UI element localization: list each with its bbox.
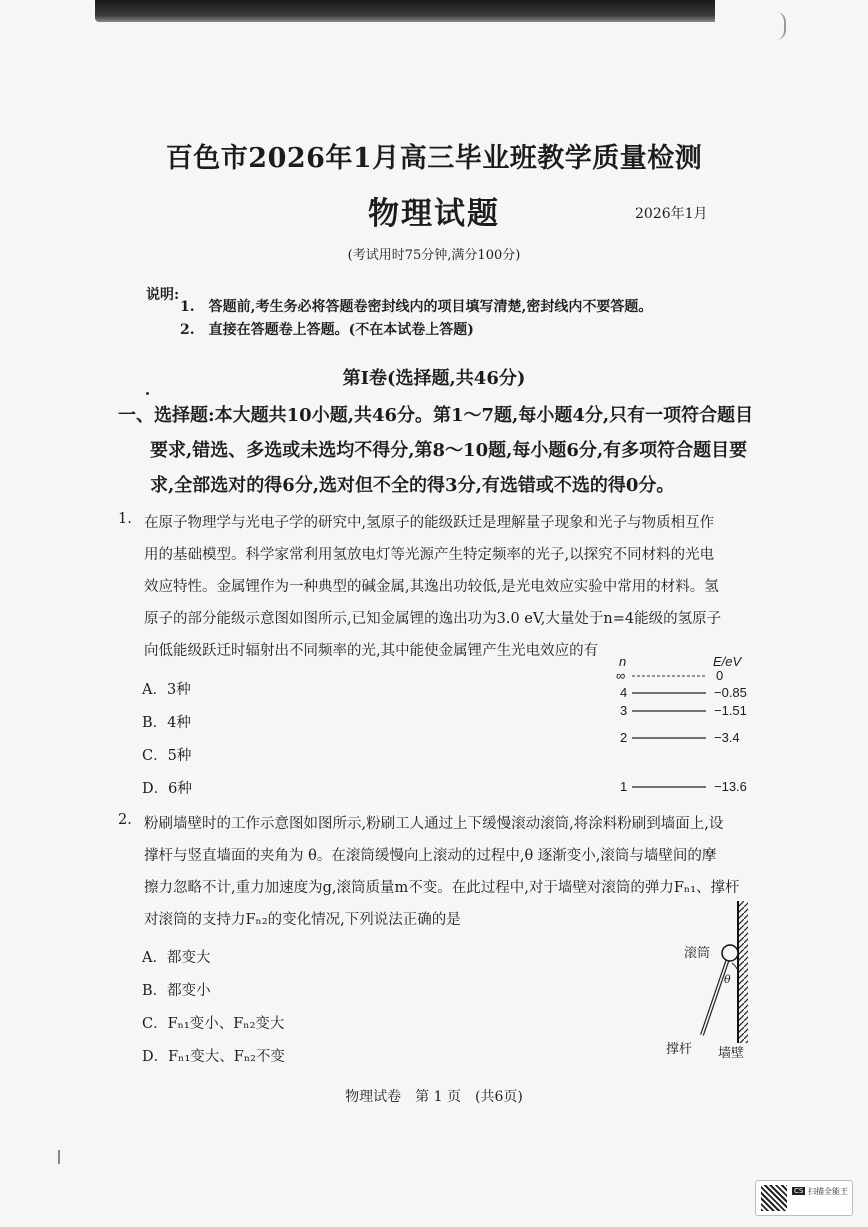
roller: [722, 945, 738, 961]
scan-edge-mark: [58, 1150, 60, 1164]
scanner-name: 扫描全能王: [808, 1187, 848, 1196]
question-text-line: 向低能级跃迁时辐射出不同频率的光,其中能使金属锂产生光电效应的有: [144, 643, 599, 659]
section-header: 第Ⅰ卷(选择题,共46分): [342, 368, 526, 389]
part-instruction-line: 要求,错选、多选或未选均不得分,第8～10题,每小题6分,有多项符合题目要: [150, 440, 748, 461]
level-energy-label: −13.6: [714, 779, 747, 794]
page-footer: 物理试卷 第 1 页 (共6页): [345, 1089, 523, 1105]
wall-label: 墙壁: [718, 1046, 745, 1061]
n-axis-label: n: [619, 654, 627, 669]
question-text-line: 用的基础模型。科学家常利用氢放电灯等光源产生特定频率的光子,以探究不同材料的光电: [144, 547, 715, 563]
part-instruction-line: 一、选择题:本大题共10小题,共46分。第1～7题,每小题4分,只有一项符合题目: [118, 405, 754, 426]
angle-label: θ: [724, 973, 731, 986]
question-text-line: 撑杆与竖直墙面的夹角为 θ。在滚筒缓慢向上滚动的过程中,θ 逐渐变小,滚筒与墙壁间的摩: [144, 848, 717, 864]
option-d: D．6种: [142, 781, 192, 797]
question-text-line: 在原子物理学与光电子学的研究中,氢原子的能级跃迁是理解量子现象和光子与物质相互作: [144, 515, 715, 531]
question-text-line: 原子的部分能级示意图如图所示,已知金属锂的逸出功为3.0 eV,大量处于n=4能级的氢原子: [144, 611, 722, 627]
option-b: B．都变小: [142, 983, 211, 999]
qr-code-icon: [761, 1185, 787, 1211]
level-n-label: 4: [620, 685, 628, 700]
note-item: 2. 直接在答题卷上答题。(不在本试卷上答题): [180, 322, 474, 338]
level-n-label: 3: [620, 703, 628, 718]
notes-title: 说明:: [146, 287, 180, 303]
energy-level-diagram: [610, 652, 760, 802]
scan-dot: [146, 392, 149, 395]
level-energy-label: −0.85: [714, 685, 747, 700]
level-n-label: ∞: [616, 668, 626, 683]
wall-hatching: [739, 901, 748, 1043]
question-text-line: 粉刷墙壁时的工作示意图如图所示,粉刷工人通过上下缓慢滚动滚筒,将涂料粉刷到墙面上,设: [144, 816, 724, 832]
level-energy-label: −3.4: [714, 730, 740, 745]
option-c: C．5种: [142, 748, 192, 764]
scanner-badge: CS: [794, 1187, 804, 1195]
option-c: C．Fₙ₁变小、Fₙ₂变大: [142, 1016, 285, 1032]
level-energy-label: −1.51: [714, 703, 747, 718]
level-n-label: 1: [620, 779, 628, 794]
question-number: 1.: [118, 511, 132, 527]
level-energy-label: 0: [716, 668, 724, 683]
level-n-label: 2: [620, 730, 628, 745]
pole-label: 撑杆: [666, 1042, 693, 1057]
question-text-line: 擦力忽略不计,重力加速度为g,滚筒质量m不变。在此过程中,对于墙壁对滚筒的弹力Fₙ₁、撑杆: [144, 880, 740, 896]
option-d: D．Fₙ₁变大、Fₙ₂不变: [142, 1049, 285, 1065]
page-fold-mark: [776, 12, 786, 40]
wall-roller-diagram: [660, 895, 770, 1065]
option-b: B．4种: [142, 715, 191, 731]
subject-title: 物理试题: [368, 196, 500, 232]
scanner-watermark: [755, 1180, 853, 1216]
energy-axis-label: E/eV: [713, 654, 742, 669]
question-number: 2.: [118, 812, 132, 828]
question-text-line: 对滚筒的支持力Fₙ₂的变化情况,下列说法正确的是: [144, 912, 461, 928]
exam-info: (考试用时75分钟,满分100分): [347, 248, 521, 263]
exam-title: 百色市2026年1月高三毕业班教学质量检测: [165, 143, 703, 174]
note-item: 1. 答题前,考生务必将答题卷密封线内的项目填写清楚,密封线内不要答题。: [180, 299, 653, 315]
option-a: A．都变大: [142, 950, 211, 966]
scan-top-shadow: [95, 0, 715, 22]
option-a: A．3种: [142, 682, 191, 698]
roller-label: 滚筒: [684, 946, 711, 961]
part-instruction-line: 求,全部选对的得6分,选对但不全的得3分,有选错或不选的得0分。: [150, 475, 675, 496]
exam-date: 2026年1月: [635, 206, 708, 222]
question-text-line: 效应特性。金属锂作为一种典型的碱金属,其逸出功较低,是光电效应实验中常用的材料。氢: [144, 579, 719, 595]
